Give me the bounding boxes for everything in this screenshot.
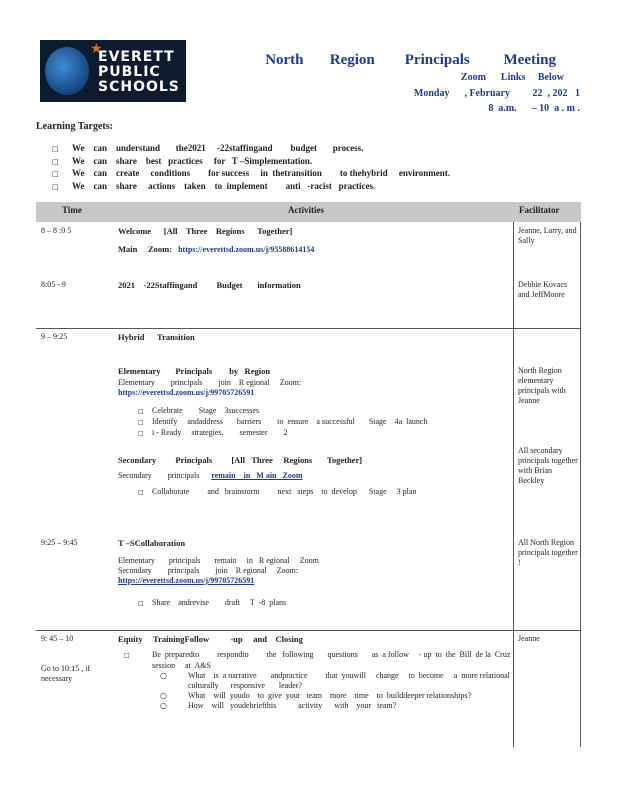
elementary-zoom-link[interactable]: https://everettsd.zoom.us/j/99705726591 [118,388,255,397]
row-activity [118,280,538,290]
row-facilitator: Jeanne [518,634,540,643]
main-zoom-link[interactable]: remain in M ain Zoom [211,471,303,480]
elementary-text: Elementary principals join R egional Zoom: [118,378,302,387]
learning-targets-heading: Learning Targets: [36,121,113,132]
meeting-time: 8 a.m. – 10 a . m . [488,103,580,114]
row-divider [36,630,581,631]
row-time: 9: 45 – 10 [41,634,74,643]
bullet-icon: □ [138,600,144,607]
row-activity [118,538,538,609]
row-facilitator: All North Region principals together ! [518,538,578,567]
row-time: 8:05 - 9 [41,280,66,289]
regional-zoom-link[interactable]: https://everettsd.zoom.us/j/99705726591 [118,576,255,585]
main-zoom-line: Main Zoom: https://everettsd.zoom.us/j/95588614154 [118,244,315,254]
learning-targets-list [52,143,450,193]
bullet-icon: □ [52,170,59,178]
header-facilitator: Facilitator [519,205,560,215]
equity-title: Equity TrainingFollow -up and Closing [118,634,303,644]
row-facilitator: Debbie Kovacs and JeffMoore [518,280,568,299]
collaboration-text-2: Secondary principals join R egional Zoom: [118,566,298,575]
zoom-links-note: Zoom Links Below [460,72,564,83]
row-facilitator: Jeanne, Larry, and Sally [518,226,577,245]
secondary-title: Secondary Principals [All Three Regions Together] [118,455,363,465]
list-item: □ Identify andaddress barriers to ensure a successful Stage 4a launch [138,417,428,426]
header-activities: Activities [288,205,324,215]
list-item: □ Collaborate and brainstorm next steps to develop Stage 3 plan [138,487,417,496]
agenda-table [36,202,581,747]
main-zoom-link[interactable]: https://everettsd.zoom.us/j/95588614154 [178,245,315,254]
question-item: ○ What is a narrative andpractice that youwill change to become a more relational culturally responsive leader? [160,671,522,690]
logo-line-3: SCHOOLS [98,79,180,95]
elementary-title: Elementary Principals by Region [118,366,271,376]
star-icon: ★ [90,41,103,57]
collaboration-title: T –SCollaboration [118,538,186,548]
row-time: 8 – 8 :0 5 [41,226,72,235]
logo-line-1: EVERETT [98,49,175,65]
logo-line-2: PUBLIC [98,64,161,80]
bullet-icon: □ [52,157,59,166]
list-item: □ Be preparedto respondto the following questions as a follow - up to the Bill de la Cruz session at A&S [124,650,519,670]
logo-text [98,50,180,95]
target-item: □ We can share actions taken to implement anti -racist practices. [52,180,376,191]
bullet-icon: □ [138,419,144,426]
row-facilitator: All secondary principals together with Brian Beckley [518,446,578,485]
row-facilitator: North Region elementary principals with Jeanne [518,366,566,405]
header-time: Time [62,205,82,215]
district-logo [40,40,186,102]
bullet-icon: □ [138,408,144,415]
list-item: □ i - Ready strategies, semester 2 [138,428,288,437]
row-activity [118,226,538,255]
bullet-icon: □ [52,182,59,191]
globe-icon [45,47,89,95]
staffing-title: 2021 -22Staffingand Budget information [118,280,301,290]
row-time: 9:25 – 9:45 [41,538,78,547]
question-item: ○ What will youdo to give your team more time to builddeeper relationships? [160,691,472,700]
target-item: □ We can understand the2021 -22staffingand budget process. [52,143,364,153]
circle-bullet-icon: ○ [160,701,167,710]
row-divider [36,328,581,329]
meeting-title: North Region Principals Meeting [265,52,556,68]
welcome-title: Welcome [All Three Regions Together] [118,226,293,236]
bullet-icon: □ [52,145,59,153]
table-header [36,202,581,222]
bullet-icon: □ [138,430,144,437]
bullet-icon: □ [124,652,130,659]
question-item: ○ How will youdebriefthis activity with your team? [160,701,397,710]
circle-bullet-icon: ○ [160,671,167,680]
row-time: 9 – 9:25 [41,332,68,341]
secondary-text: Secondary principals remain in M ain Zoom [118,471,303,480]
target-item: □ We can create conditions for success in thetransition to thehybrid environment. [52,168,450,178]
list-item: □ Share andrevise draft T -8 plans [138,598,287,607]
row-time-note: Go to 10:15 , if necessary [41,664,91,683]
list-item: □ Celebrate Stage 3successes [138,406,260,415]
target-item: □ We can share best practices for T –Simplementation. [52,155,313,166]
row-activity [118,332,538,498]
table-right-border [580,222,581,747]
bullet-icon: □ [138,489,144,496]
row-activity [118,634,538,711]
hybrid-transition-title: Hybrid Transition [118,332,195,342]
circle-bullet-icon: ○ [160,691,167,700]
collaboration-text-1: Elementary principals remain in R egional Zoom [118,556,319,565]
meeting-date: Monday , February 22 , 202 1 [413,88,580,99]
